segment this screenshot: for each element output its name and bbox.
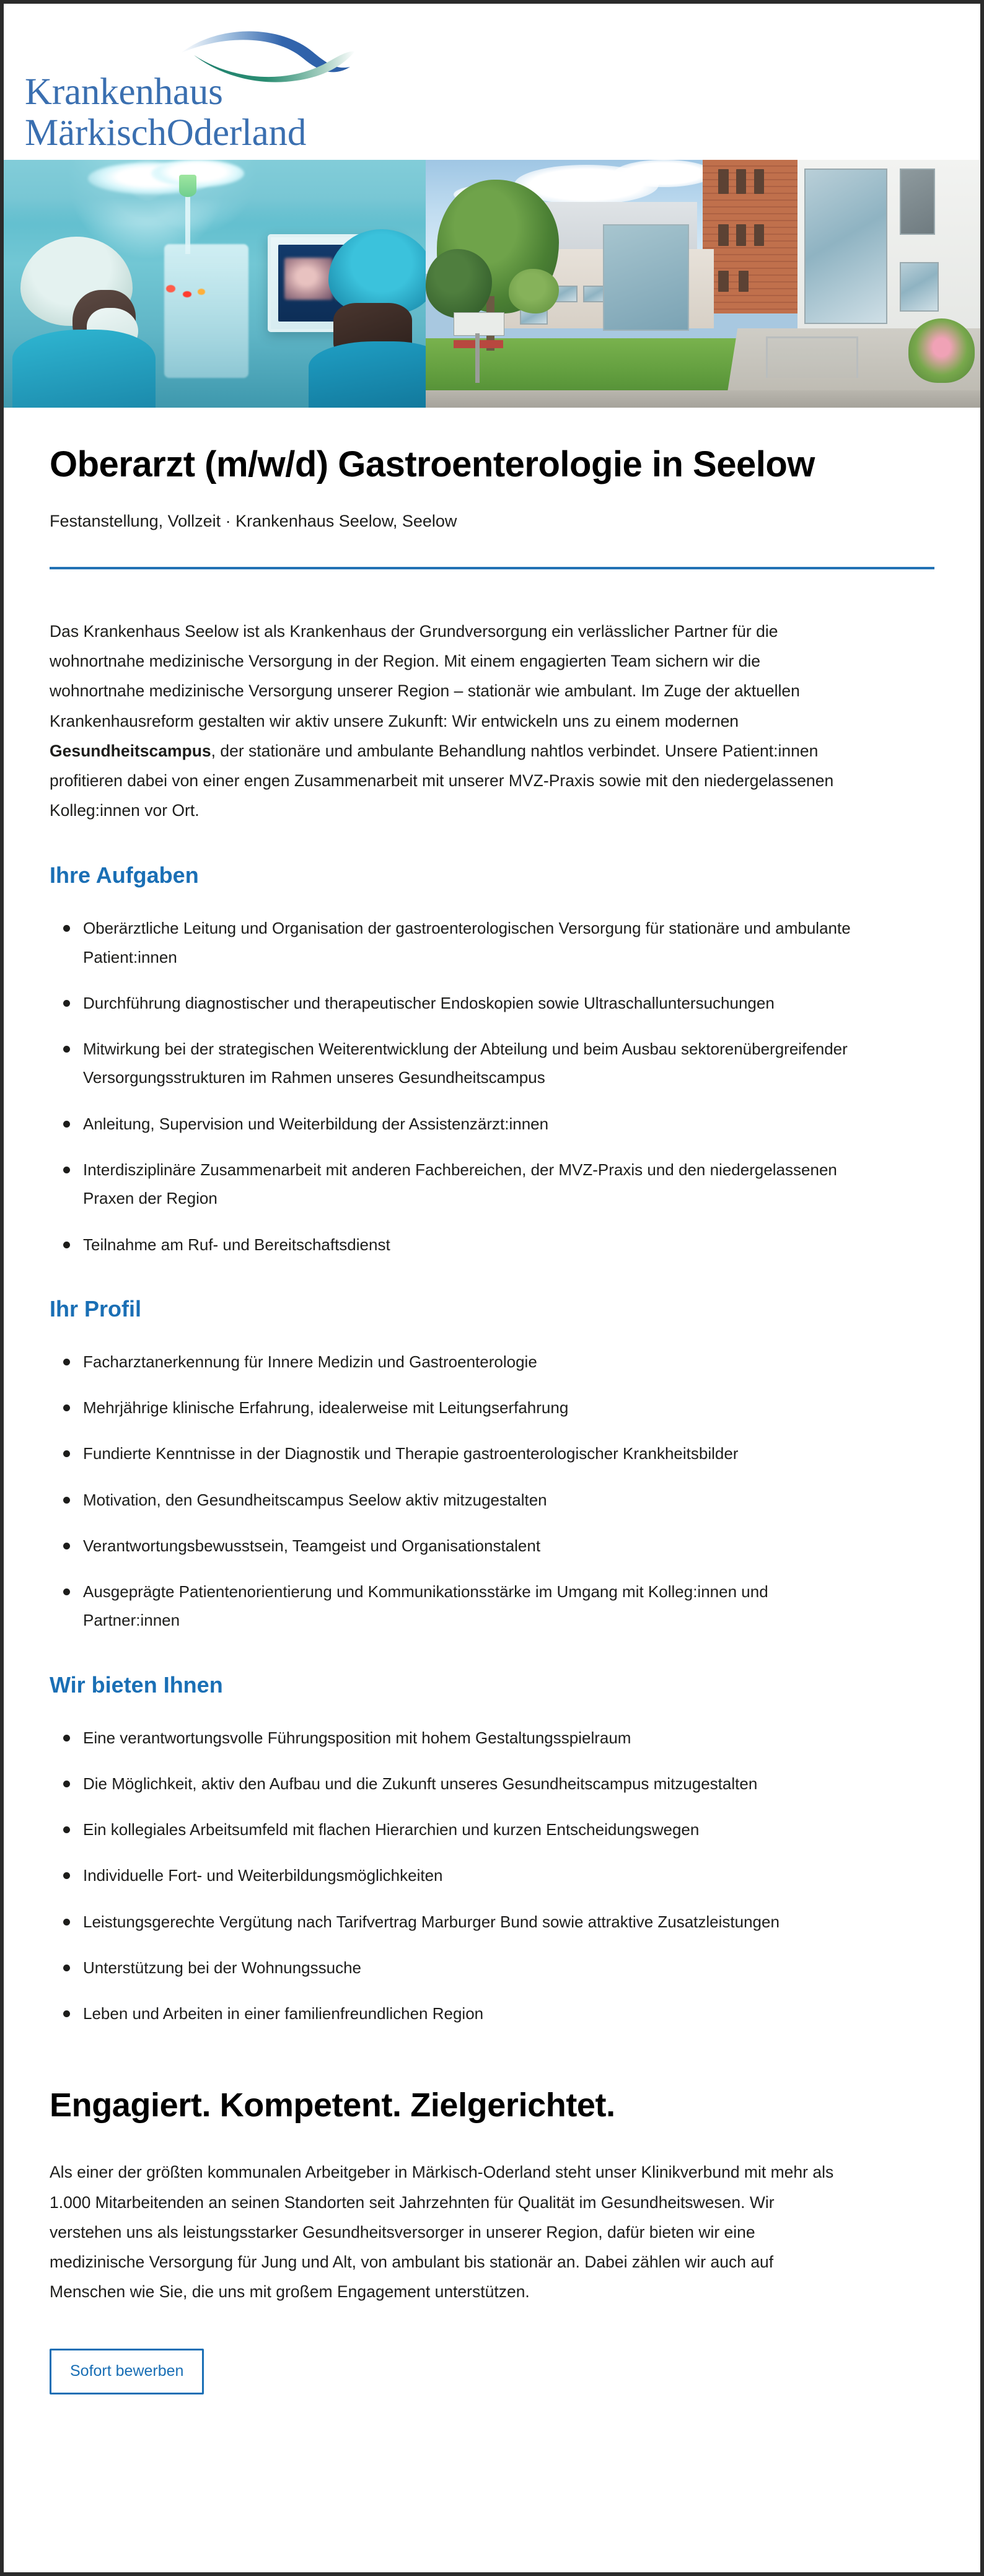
title-divider [50,567,934,569]
hero-image-strip [4,160,980,408]
apply-button[interactable]: Sofort bewerben [50,2349,204,2394]
job-meta: Festanstellung, Vollzeit · Krankenhaus Seelow, Seelow [50,511,457,530]
list-profil [50,1347,934,1635]
closing-paragraph: Als einer der größten kommunalen Arbeitgeber in Märkisch-Oderland steht unser Klinikverbund mit mehr als 1.000 Mitarbeitenden an seinen Standorten seit Jahrzehnten für Qualität im Gesundheitswesen. Wir verstehen uns als leistungsstarker Gesundheitsversorger in unserer Region, dafür bieten wir eine medizinische Versorgung für Jung und Alt, von ambulant bis stationär an. Dabei zählen wir auch auf Menschen wie Sie, die uns mit großem Engagement unterstützen. [50,2163,834,2302]
apply-button-container [50,2349,934,2394]
company-claim: Engagiert. Kompetent. Zielgerichtet. [50,2086,615,2124]
intro-text-before: Das Krankenhaus Seelow ist als Krankenhaus der Grundversorgung ein verlässlicher Partner für die wohnortnahe medizinische Versorgung in der Region. Mit einem engagierten Team sichern wir die wohnortnahe medizinische Versorgung unserer Region – stationär wie ambulant. Im Zuge der aktuellen Krankenhausreform gestalten wir aktiv unsere Zukunft: Wir entwickeln uns zu einem modernen [50,621,800,730]
list-item: Mitwirkung bei der strategischen Weiterentwicklung der Abteilung und beim Ausbau sektorenübergreifender Versorgungsstrukturen im Rahmen unseres Gesundheitscampus [83,1035,851,1092]
list-item: Ein kollegiales Arbeitsumfeld mit flachen Hierarchien und kurzen Entscheidungswegen [83,1815,851,1844]
intro-highlight: Gesundheitscampus [50,741,211,760]
list-item: Facharztanerkennung für Innere Medizin und Gastroenterologie [83,1347,851,1376]
page-title: Oberarzt (m/w/d) Gastroenterologie in Seelow [50,444,815,484]
list-item: Verantwortungsbewusstsein, Teamgeist und Organisationstalent [83,1531,851,1560]
list-wir-bieten [50,1724,934,2028]
page-header [4,4,980,160]
hero-image-operating-room [4,160,426,408]
job-content [4,408,980,2394]
brand-logo-text [25,72,306,154]
section-heading-wir-bieten: Wir bieten Ihnen [50,1671,223,1698]
list-item: Leben und Arbeiten in einer familienfreundlichen Region [83,1999,851,2028]
list-item: Motivation, den Gesundheitscampus Seelow aktiv mitzugestalten [83,1486,851,1514]
section-heading-aufgaben: Ihre Aufgaben [50,862,199,888]
intro-paragraph [50,616,843,826]
list-item: Die Möglichkeit, aktiv den Aufbau und die Zukunft unseres Gesundheitscampus mitzugestalten [83,1769,851,1798]
brand-logo-line1: Krankenhaus [25,71,223,113]
list-item: Unterstützung bei der Wohnungssuche [83,1953,851,1982]
list-item: Leistungsgerechte Vergütung nach Tarifvertrag Marburger Bund sowie attraktive Zusatzleistungen [83,1908,851,1936]
brand-logo-line2: MärkischOderland [25,112,307,154]
intro-text-after: , der stationäre und ambulante Behandlung nahtlos verbindet. Unsere Patient:innen profitieren dabei von einer engen Zusammenarbeit mit unserer MVZ-Praxis sowie mit den niedergelassenen Kolleg:innen vor Ort. [50,741,834,820]
list-item: Individuelle Fort- und Weiterbildungsmöglichkeiten [83,1861,851,1890]
list-item: Anleitung, Supervision und Weiterbildung der Assistenzärzt:innen [83,1110,851,1138]
list-item: Teilnahme am Ruf- und Bereitschaftsdienst [83,1230,851,1259]
list-item: Eine verantwortungsvolle Führungsposition mit hohem Gestaltungsspielraum [83,1724,851,1752]
list-aufgaben [50,914,934,1258]
list-item: Mehrjährige klinische Erfahrung, idealerweise mit Leitungserfahrung [83,1393,851,1422]
list-item: Fundierte Kenntnisse in der Diagnostik und Therapie gastroenterologischer Krankheitsbilder [83,1439,851,1468]
list-item: Durchführung diagnostischer und therapeutischer Endoskopien sowie Ultraschalluntersuchungen [83,989,851,1017]
section-heading-profil: Ihr Profil [50,1295,142,1321]
list-item: Ausgeprägte Patientenorientierung und Kommunikationsstärke im Umgang mit Kolleg:innen und Partner:innen [83,1577,851,1635]
list-item: Interdisziplinäre Zusammenarbeit mit anderen Fachbereichen, der MVZ-Praxis und den niedergelassenen Praxen der Region [83,1155,851,1213]
list-item: Oberärztliche Leitung und Organisation der gastroenterologischen Versorgung für stationäre und ambulante Patient:innen [83,914,851,971]
brand-logo [17,22,364,154]
hero-image-hospital-building [426,160,980,408]
